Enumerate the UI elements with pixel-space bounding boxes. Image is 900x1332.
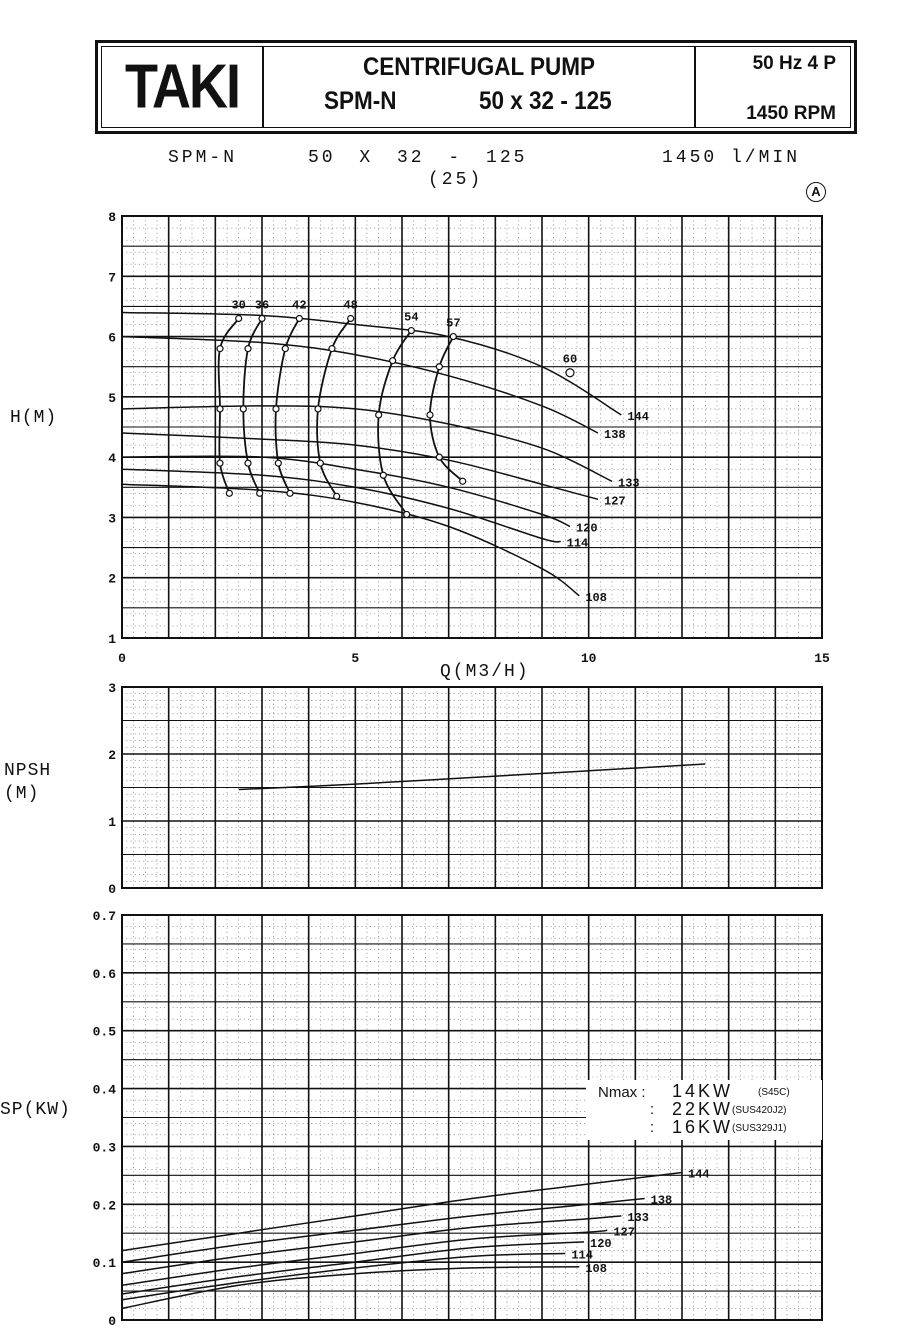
efficiency-point — [450, 334, 456, 340]
tick-label-layer — [93, 210, 830, 1329]
efficiency-label-60: 60 — [562, 352, 578, 367]
subheader-series: SPM-N — [168, 148, 238, 168]
curve-108 — [122, 1267, 579, 1309]
efficiency-label-30: 30 — [231, 298, 246, 313]
y-tick-label: 3 — [108, 681, 116, 696]
curve-label-133: 133 — [618, 476, 640, 491]
y-tick-label: 8 — [108, 210, 116, 225]
y-tick-label: 2 — [108, 571, 116, 587]
efficiency-point — [436, 454, 442, 460]
curve-label-120: 120 — [590, 1236, 612, 1251]
curve-label-144: 144 — [688, 1167, 710, 1182]
efficiency-point — [404, 511, 410, 517]
efficiency-point — [217, 460, 223, 466]
h-axis-label: H(M) — [10, 408, 58, 428]
efficiency-point — [240, 406, 246, 412]
subheader-size: 50 X 32 - 125 — [308, 148, 528, 168]
y-tick-label: 6 — [108, 330, 116, 346]
curve-label-120: 120 — [576, 521, 598, 536]
efficiency-point — [217, 406, 223, 412]
efficiency-point — [282, 346, 288, 352]
curve-108 — [122, 484, 579, 596]
efficiency-point — [348, 315, 354, 321]
curve-120 — [122, 456, 570, 526]
pump-title: CENTRIFUGAL PUMP — [362, 53, 596, 81]
brand-logo: TAKI — [125, 52, 239, 122]
efficiency-point — [334, 493, 340, 499]
nmax-label: Nmax : — [598, 1084, 646, 1101]
efficiency-label-48: 48 — [343, 298, 358, 313]
nmax-row-2-material: (SUS420J2) — [732, 1105, 787, 1116]
curve-label-114: 114 — [566, 536, 589, 551]
y-tick-label: 0 — [108, 1314, 116, 1329]
curve-label-138: 138 — [650, 1193, 673, 1208]
revision-mark: A — [806, 182, 826, 202]
efficiency-point — [245, 346, 251, 352]
curve-144 — [122, 310, 621, 415]
efficiency-point — [226, 490, 232, 496]
efficiency-point — [217, 346, 223, 352]
y-tick-label: 3 — [108, 511, 116, 527]
curve-label-138: 138 — [604, 428, 626, 443]
efficiency-point — [273, 406, 279, 412]
efficiency-point — [315, 406, 321, 412]
curve-label-108: 108 — [585, 590, 607, 605]
y-tick-label: 0 — [108, 882, 116, 897]
y-tick-label: 1 — [108, 815, 116, 830]
efficiency-label-42: 42 — [292, 298, 307, 313]
efficiency-point — [376, 412, 382, 418]
pump-series: SPM-N — [324, 87, 397, 115]
efficiency-point — [427, 412, 433, 418]
efficiency-point — [436, 364, 442, 370]
efficiency-point — [566, 369, 574, 377]
curve-label-114: 114 — [571, 1248, 593, 1263]
y-tick-label: 0.2 — [92, 1198, 116, 1214]
y-tick-label: 0.1 — [92, 1256, 116, 1272]
x-tick-label: 15 — [814, 651, 830, 666]
subheader-impeller: (25) — [428, 170, 484, 190]
y-tick-label: 0.5 — [92, 1024, 116, 1040]
curve-label-108: 108 — [585, 1261, 607, 1276]
efficiency-point — [460, 478, 466, 484]
efficiency-point — [245, 460, 251, 466]
y-tick-label: 1 — [108, 632, 116, 647]
efficiency-point — [317, 460, 323, 466]
q-axis-label: Q(M3/H) — [440, 662, 530, 682]
subheader-flow: 1450 l/MIN — [662, 148, 801, 168]
x-tick-label: 5 — [351, 651, 360, 666]
nmax-row-2-value: 22KW — [672, 1099, 734, 1119]
efficiency-point — [259, 315, 265, 321]
efficiency-point — [329, 346, 335, 352]
curve-133 — [122, 1216, 621, 1274]
nmax-row-3-colon: : — [650, 1119, 655, 1136]
efficiency-point — [408, 328, 414, 334]
curve-127 — [122, 1230, 607, 1285]
x-tick-label: 10 — [580, 651, 597, 666]
efficiency-point — [380, 472, 386, 478]
y-tick-label: 0.6 — [92, 966, 116, 982]
nmax-row-2-colon: : — [650, 1101, 655, 1118]
efficiency-point — [236, 315, 242, 321]
curve-label-144: 144 — [627, 409, 649, 424]
efficiency-label-54: 54 — [404, 310, 419, 325]
efficiency-label-57: 57 — [446, 316, 461, 331]
efficiency-point — [287, 490, 293, 496]
efficiency-label-36: 36 — [254, 298, 270, 313]
y-tick-label: 0.3 — [92, 1140, 116, 1156]
efficiency-point — [275, 460, 281, 466]
y-tick-label: 4 — [108, 451, 116, 467]
curve-138 — [122, 1199, 645, 1263]
nmax-legend — [586, 1080, 822, 1140]
rpm-value: 1450 RPM — [746, 103, 836, 124]
efficiency-point — [257, 490, 263, 496]
curve-label-127: 127 — [604, 494, 626, 509]
x-tick-label: 0 — [118, 651, 126, 666]
y-tick-label: 0.7 — [92, 909, 116, 924]
y-tick-label: 5 — [108, 390, 116, 406]
nmax-row-1-value: 14KW — [672, 1081, 734, 1101]
curve-label-133: 133 — [627, 1210, 649, 1225]
y-tick-label: 0.4 — [92, 1082, 116, 1098]
grid-layer — [122, 216, 822, 1320]
efficiency-point — [390, 358, 396, 364]
nmax-row-1-material: (S45C) — [758, 1087, 790, 1098]
nmax-row-3-value: 16KW — [672, 1117, 734, 1137]
npsh-axis-label: NPSH (M) — [4, 761, 52, 804]
efficiency-point — [296, 315, 302, 321]
frequency-poles: 50 Hz 4 P — [752, 53, 836, 74]
curve-label-127: 127 — [613, 1225, 635, 1240]
pump-size: 50 x 32 - 125 — [479, 87, 612, 115]
y-tick-label: 2 — [108, 748, 116, 763]
y-tick-label: 7 — [108, 270, 116, 286]
nmax-row-3-material: (SUS329J1) — [732, 1123, 787, 1134]
sp-axis-label: SP(KW) — [0, 1100, 71, 1120]
